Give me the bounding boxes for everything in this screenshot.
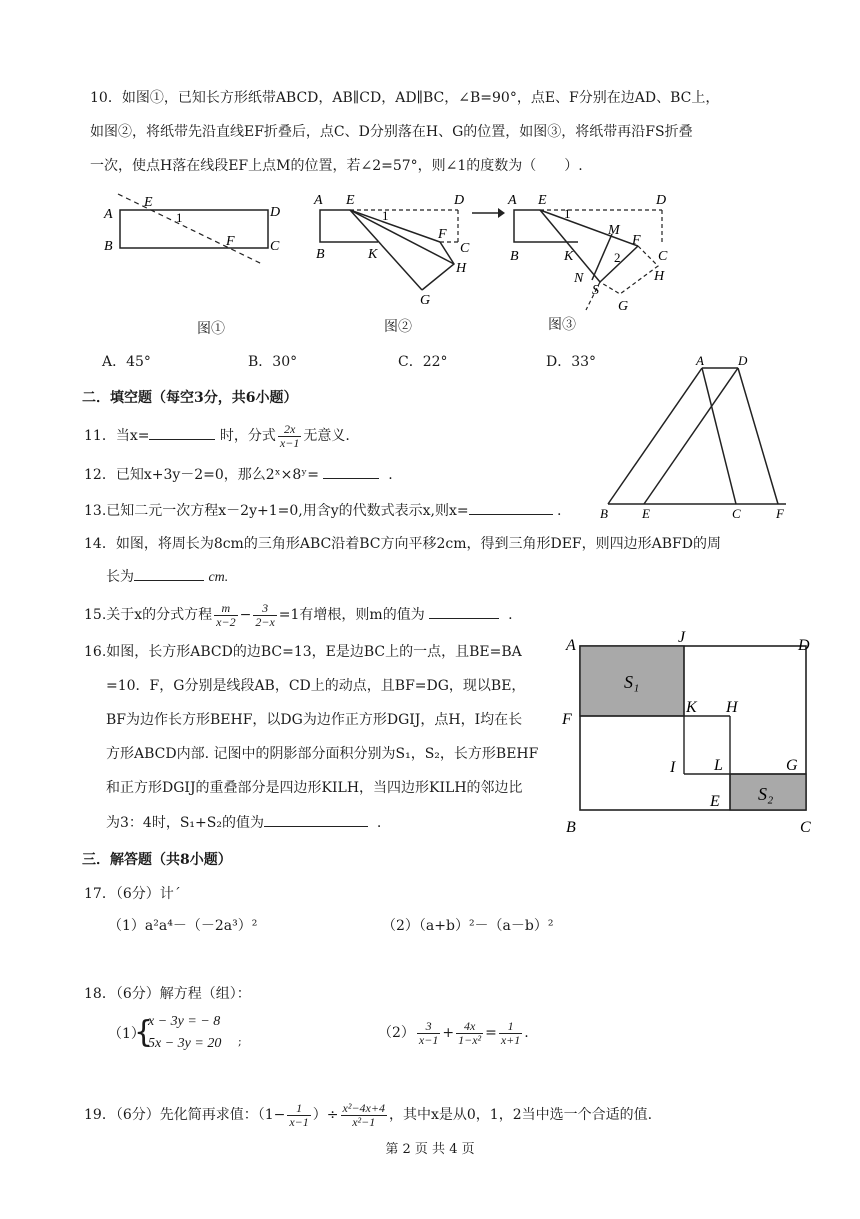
fig16-label-j: J (678, 629, 686, 646)
fig3-label-s: S (592, 283, 599, 298)
fig14-label-f: F (776, 506, 784, 520)
q14-line2-prefix: 长为 (106, 569, 134, 585)
fig1-caption: 图① (197, 321, 225, 337)
fig14-label-c: C (732, 506, 741, 520)
q10-figure-1 (100, 190, 280, 270)
q18-denominator-1: x−1 (418, 1032, 439, 1047)
fig1-label-e: E (144, 195, 153, 210)
fig16-label-f: F (562, 711, 572, 728)
fig16-label-d: D (798, 637, 810, 654)
q13-suffix: . (557, 503, 562, 519)
q19-fraction-2 (341, 1102, 387, 1129)
q18-numerator-2: 4x (456, 1020, 483, 1034)
q16-line6 (106, 812, 381, 833)
q18-fraction-3 (499, 1020, 522, 1047)
fig3-caption: 图③ (548, 317, 576, 333)
fig16-label-s2: S₂ (758, 784, 774, 804)
q18-semicolon: ; (238, 1035, 242, 1048)
fig1-label-1: 1 (176, 210, 183, 225)
fig14-label-d: D (738, 356, 748, 368)
fig16-label-h: H (726, 699, 738, 716)
fig3-label-b: B (510, 249, 519, 264)
fig1-label-a: A (104, 207, 113, 222)
fig3-label-h: H (654, 269, 665, 284)
q18-equation-2: 5x − 3y = 20 (148, 1036, 222, 1051)
q10-figure-2 (310, 190, 480, 310)
fig2-label-k: K (368, 247, 378, 262)
q10-option-b: B．30° (248, 354, 298, 370)
q16-answer-blank[interactable] (264, 812, 368, 827)
q19-numerator-1: 1 (287, 1102, 310, 1116)
q15-prefix: 15.关于x的分式方程 (84, 607, 213, 623)
fig3-label-c: C (658, 249, 668, 264)
q14-figure (596, 356, 792, 520)
q16-figure (560, 628, 820, 840)
q10-option-a: A．45° (102, 354, 151, 370)
q13-answer-blank[interactable] (469, 500, 553, 515)
fig1-label-b: B (104, 239, 113, 254)
fig3-label-a: A (508, 193, 517, 208)
q11-mid: 时，分式 (219, 428, 276, 444)
fig1-label-d: D (270, 205, 280, 220)
q12-answer-blank[interactable] (323, 464, 379, 479)
fig2-label-1: 1 (382, 208, 389, 223)
fig3-label-d: D (656, 193, 667, 208)
fig1-label-c: C (270, 239, 280, 254)
q18-denominator-3: x+1 (500, 1032, 521, 1047)
fig3-label-g: G (618, 299, 629, 314)
q10-option-c: C．22° (398, 354, 448, 370)
q15 (84, 598, 513, 632)
q19-suffix: ，其中x是从0，1，2当中选一个合适的值. (388, 1107, 653, 1123)
q14-line2 (106, 566, 228, 588)
q16-line3: BF为边作长方形BEHF，以DG为边作正方形DGIJ，点H，I均在长 (106, 712, 523, 728)
fig16-label-e: E (710, 793, 720, 810)
q19-mid: ）÷ (312, 1107, 339, 1123)
q10-line2: 如图②，将纸带先沿直线EF折叠后，点C、D分别落在H、G的位置，如图③，将纸带再沿FS折叠 (90, 124, 693, 140)
q19-numerator-2: x²−4x+4 (342, 1100, 385, 1115)
q14-line1: 14．如图，将周长为8cm的三角形ABC沿着BC方向平移2cm，得到三角形DEF，则四边形ABFD的周 (84, 536, 721, 552)
fig2-label-e: E (346, 193, 355, 208)
q16-line4: 方形ABCD内部. 记图中的阴影部分面积分别为S₁，S₂，长方形BEHF (106, 746, 539, 762)
fig3-label-e: E (538, 193, 547, 208)
q16-line6-suffix: . (376, 815, 382, 831)
q12-prefix: 12．已知x+3y－2=0，那么2ˣ×8ʸ= (84, 467, 319, 483)
q18-part-1-label: （1） (108, 1026, 145, 1042)
q12-suffix: . (388, 467, 393, 483)
q18-fraction-1 (417, 1020, 440, 1047)
fig2-label-d: D (454, 193, 465, 208)
fig16-label-l: L (714, 757, 723, 774)
q10-line1: 10．如图①，已知长方形纸带ABCD，AB∥CD，AD∥BC，∠B=90°，点E、F分别在边AD、BC上， (90, 90, 720, 106)
q19-fraction-1 (287, 1102, 310, 1129)
fig16-label-b: B (566, 819, 576, 836)
fig14-label-b: B (600, 506, 608, 520)
q16-line6-prefix: 为3：4时，S₁+S₂的值为 (106, 815, 264, 831)
q11-answer-blank[interactable] (149, 425, 215, 440)
q18-plus: + (442, 1025, 455, 1041)
q11-denominator: x−1 (279, 435, 300, 450)
fig16-label-a: A (566, 637, 576, 654)
q13-prefix: 13.已知二元一次方程x－2y+1=0,用含y的代数式表示x,则x= (84, 503, 469, 519)
brace-icon: { (134, 1015, 154, 1050)
fig16-label-i: I (670, 759, 676, 776)
q18-equation-1: x − 3y = − 8 (148, 1014, 221, 1029)
fig16-label-g: G (786, 757, 798, 774)
q15-fraction-1 (214, 602, 237, 629)
q18-denominator-2: 1−x² (458, 1032, 482, 1047)
fig3-label-k: K (564, 249, 574, 264)
q18-end: . (524, 1025, 529, 1041)
q17-title: 17．（6分）计´ (84, 886, 181, 902)
q10-option-d: D．33° (546, 354, 597, 370)
q15-numerator-2: 3 (253, 602, 276, 616)
fig2-label-g: G (420, 293, 431, 308)
q18-title: 18．（6分）解方程（组）： (84, 986, 251, 1002)
fig3-label-1: 1 (564, 206, 571, 221)
q18-equals: = (485, 1025, 497, 1041)
fig14-label-a: A (696, 356, 704, 368)
q15-denominator-1: x−2 (216, 614, 236, 629)
q10-figure-3 (500, 190, 690, 320)
q11-prefix: 11．当x= (84, 428, 150, 444)
fig3-label-f: F (632, 233, 641, 248)
q13 (84, 500, 562, 521)
q18-part-2 (378, 1014, 529, 1052)
fig16-label-k: K (686, 699, 697, 716)
q18-numerator-3: 1 (499, 1020, 522, 1034)
q17-part-2: （2）（a+b）²－（a－b）² (382, 918, 554, 934)
fig2-label-f: F (438, 227, 447, 242)
q18-fraction-2 (456, 1020, 483, 1047)
q11-numerator: 2x (278, 423, 301, 437)
q11-fraction (278, 423, 301, 450)
q19-denominator-1: x−1 (289, 1114, 309, 1129)
fig3-label-m: M (608, 223, 620, 238)
fig3-label-2: 2 (614, 250, 621, 265)
q15-suffix: =1有增根，则m的值为 (278, 607, 425, 623)
fig3-label-n: N (574, 271, 584, 286)
q16-line2: =10．F，G分别是线段AB，CD上的动点，且BF=DG，现以BE， (106, 678, 526, 694)
q11-suffix: 无意义. (303, 428, 350, 444)
fig1-label-f: F (226, 234, 235, 249)
q15-denominator-2: 2−x (255, 614, 275, 629)
q11 (84, 420, 350, 452)
q16-line1: 16.如图，长方形ABCD的边BC=13，E是边BC上的一点，且BE=BA (84, 644, 522, 660)
q14-line2-suffix: cm. (208, 570, 229, 585)
page-footer: 第 2 页 共 4 页 (385, 1142, 475, 1157)
q19-prefix: 19．（6分）先化简再求值：（1− (84, 1107, 286, 1123)
fig2-label-b: B (316, 247, 325, 262)
fig14-label-e: E (642, 506, 650, 520)
q10-line3: 一次，使点H落在线段EF上点M的位置，若∠2=57°，则∠1的度数为（ ）. (90, 158, 583, 174)
q12 (84, 464, 393, 485)
fig2-label-h: H (456, 261, 467, 276)
fig2-caption: 图② (384, 319, 412, 335)
q18-part-2-label: （2） (378, 1025, 415, 1041)
q19 (84, 1096, 652, 1134)
q15-end: . (508, 607, 513, 623)
q16-line5: 和正方形DGIJ的重叠部分是四边形KILH，当四边形KILH的邻边比 (106, 780, 523, 796)
fig16-label-c: C (800, 819, 811, 836)
q19-denominator-2: x²−1 (352, 1114, 376, 1129)
section-2-heading: 二．填空题（每空3分，共6小题） (82, 390, 298, 406)
fig2-label-c: C (460, 241, 470, 256)
q15-fraction-2 (253, 602, 276, 629)
section-3-heading: 三．解答题（共8小题） (82, 852, 232, 868)
q18-numerator-1: 3 (417, 1020, 440, 1034)
q14-answer-blank[interactable] (134, 566, 204, 581)
fig16-label-s1: S₁ (624, 672, 640, 692)
q17-part-1: （1）a²a⁴－（－2a³）² (108, 918, 258, 934)
fig2-label-a: A (314, 193, 323, 208)
q15-numerator-1: m (214, 602, 237, 616)
q15-answer-blank[interactable] (429, 604, 499, 619)
q15-minus: − (239, 607, 252, 623)
